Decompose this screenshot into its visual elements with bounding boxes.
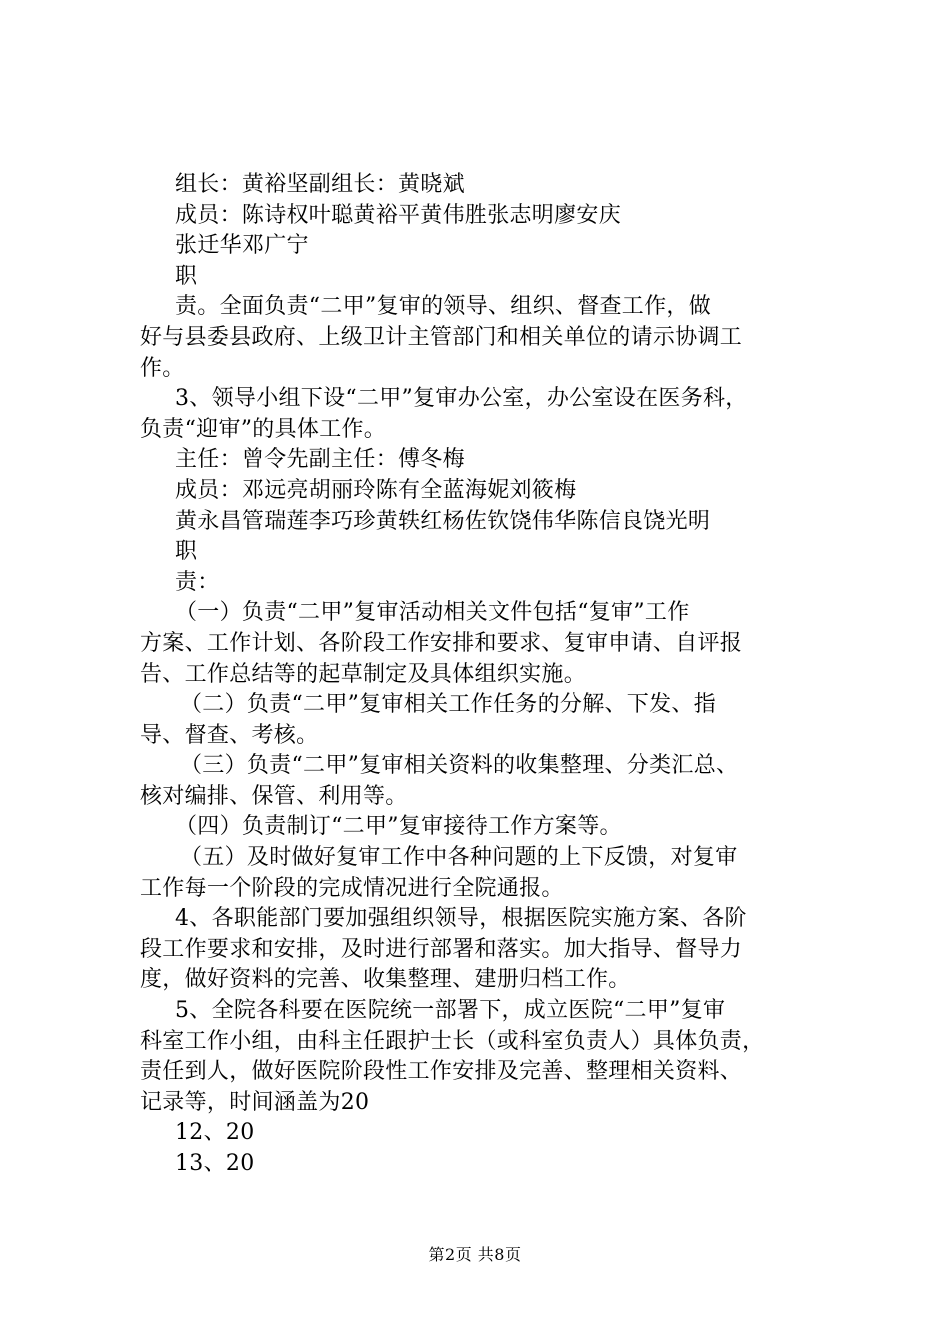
text-line: 职 — [175, 539, 198, 565]
text-line: （二）负责“二甲”复审相关工作任务的分解、下发、指 — [180, 692, 716, 718]
text-line: 12、20 — [175, 1120, 255, 1146]
text-line: 方案、工作计划、各阶段工作安排和要求、复审申请、自评报 — [140, 630, 743, 656]
text-line: 导、督查、考核。 — [140, 722, 319, 748]
text-line: 13、20 — [175, 1151, 255, 1176]
text-line: 段工作要求和安排，及时进行部署和落实。加大指导、督导力 — [140, 936, 743, 962]
text-line: 黄永昌管瑞莲李巧珍黄轶红杨佐钦饶伟华陈信良饶光明 — [175, 508, 711, 534]
text-line: 职 — [175, 263, 198, 289]
text-line: 责任到人，做好医院阶段性工作安排及完善、整理相关资料、 — [140, 1059, 743, 1085]
text-line: 成员：陈诗权叶聪黄裕平黄伟胜张志明廖安庆 — [175, 202, 622, 228]
text-line: 组长：黄裕坚副组长：黄晓斌 — [175, 172, 465, 197]
text-line: 责。全面负责“二甲”复审的领导、组织、督查工作，做 — [175, 294, 711, 320]
document-body — [140, 170, 840, 1180]
text-line: 5、全院各科要在医院统一部署下，成立医院“二甲”复审 — [175, 998, 726, 1024]
page-footer: 第2页 共8页 — [428, 1245, 522, 1264]
text-line: 张迁华邓广宁 — [175, 233, 309, 259]
text-line: 主任：曾令先副主任：傅冬梅 — [175, 447, 465, 473]
text-line: 4、各职能部门要加强组织领导，根据医院实施方案、各阶 — [175, 906, 747, 932]
text-line: 3、领导小组下设“二甲”复审办公室，办公室设在医务科， — [175, 386, 748, 412]
text-line: （五）及时做好复审工作中各种问题的上下反馈，对复审 — [180, 845, 738, 871]
text-line: 度，做好资料的完善、收集整理、建册归档工作。 — [140, 967, 631, 993]
text-line: 作。 — [140, 355, 185, 381]
text-line: 好与县委县政府、上级卫计主管部门和相关单位的请示协调工 — [140, 324, 743, 350]
text-line: 工作每一个阶段的完成情况进行全院通报。 — [140, 875, 564, 901]
text-line: （一）负责“二甲”复审活动相关文件包括“复审”工作 — [175, 600, 690, 626]
text-line: 负责“迎审”的具体工作。 — [140, 416, 387, 442]
text-line: 成员：邓远亮胡丽玲陈有全蓝海妮刘筱梅 — [175, 477, 577, 503]
text-line: 告、工作总结等的起草制定及具体组织实施。 — [140, 661, 587, 687]
text-line: 责： — [175, 569, 220, 595]
text-line: 记录等，时间涵盖为20 — [140, 1089, 370, 1115]
text-line: （三）负责“二甲”复审相关资料的收集整理、分类汇总、 — [180, 753, 739, 779]
text-line: （四）负责制订“二甲”复审接待工作方案等。 — [175, 814, 622, 840]
text-line: 科室工作小组，由科主任跟护士长（或科室负责人）具体负责， — [140, 1028, 765, 1054]
text-line: 核对编排、保管、利用等。 — [140, 783, 408, 809]
